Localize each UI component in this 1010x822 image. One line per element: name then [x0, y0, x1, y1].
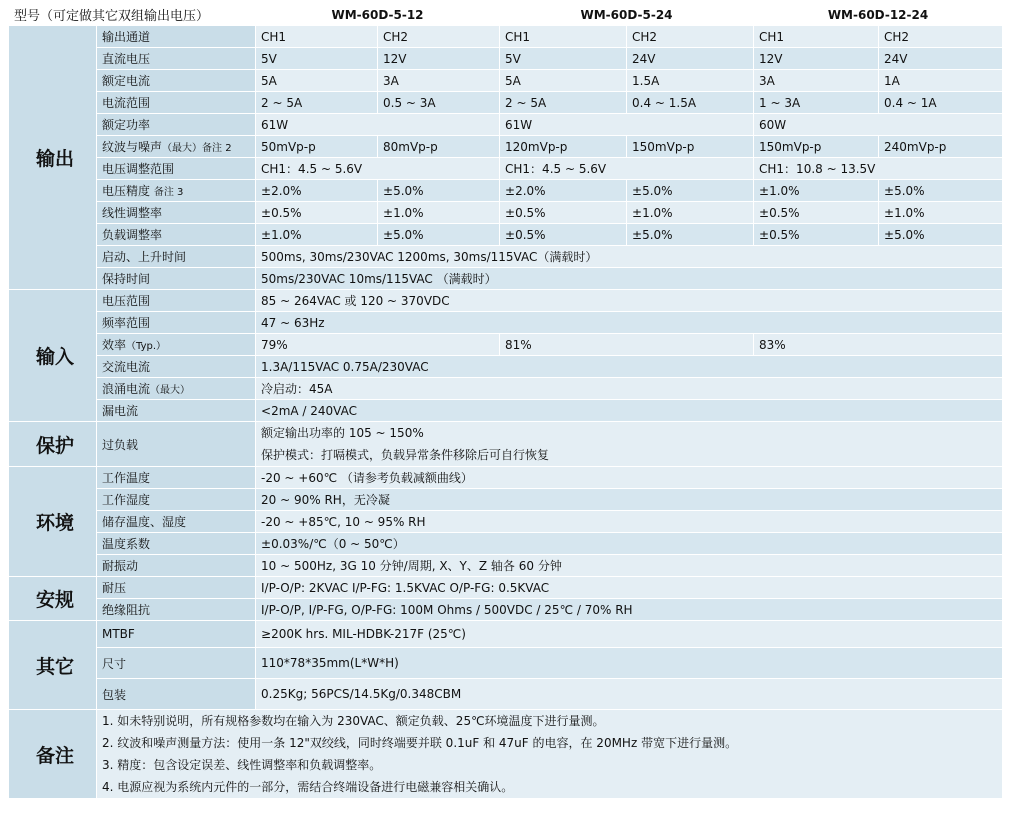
cell: ±5.0% — [378, 180, 500, 202]
cell: 1A — [879, 70, 1003, 92]
cell: ±1.0% — [754, 180, 879, 202]
cell: ±5.0% — [627, 224, 754, 246]
row-label: 线性调整率 — [97, 202, 256, 224]
efficiency-row — [9, 334, 1003, 356]
cell: 150mVp-p — [754, 136, 879, 158]
cell: 冷启动：45A — [256, 378, 1003, 400]
row-label: 电压调整范围 — [97, 158, 256, 180]
cell: ±2.0% — [500, 180, 627, 202]
cell: 2 ~ 5A — [256, 92, 378, 114]
storage-row — [9, 511, 1003, 533]
row-label — [97, 334, 256, 356]
row-label: 耐振动 — [97, 555, 256, 577]
cell: CH2 — [879, 26, 1003, 48]
cell: CH1 — [256, 26, 378, 48]
work-temp-row — [9, 467, 1003, 489]
cell: 1.5A — [627, 70, 754, 92]
cell: CH1：4.5 ~ 5.6V — [256, 158, 500, 180]
inrush-row — [9, 378, 1003, 400]
load-regulation-row — [9, 224, 1003, 246]
input-voltage-row — [9, 290, 1003, 312]
cell: 5A — [500, 70, 627, 92]
cell: 83% — [754, 334, 1003, 356]
cell: 5V — [256, 48, 378, 70]
rated-power-row — [9, 114, 1003, 136]
row-label: 漏电流 — [97, 400, 256, 422]
notes-cell — [97, 710, 1003, 799]
model-header-label: 型号（可定做其它双组输出电压） — [9, 4, 256, 26]
spec-table — [8, 3, 1003, 799]
row-label-note: （最大）备注 2 — [162, 143, 232, 154]
adjust-range-row — [9, 158, 1003, 180]
category-others: 其它 — [9, 621, 97, 710]
overload-line-2: 保护模式：打嗝模式，负载异常条件移除后可自行恢复 — [261, 448, 550, 462]
cell: 60W — [754, 114, 1003, 136]
cell: 47 ~ 63Hz — [256, 312, 1003, 334]
leakage-row — [9, 400, 1003, 422]
cell: ≥200K hrs. MIL-HDBK-217F (25℃) — [256, 621, 1003, 648]
row-label: 电流范围 — [97, 92, 256, 114]
cell: CH2 — [378, 26, 500, 48]
cell: ±0.5% — [754, 224, 879, 246]
category-output: 输出 — [9, 26, 97, 290]
cell: 85 ~ 264VAC 或 120 ~ 370VDC — [256, 290, 1003, 312]
cell: ±0.5% — [500, 202, 627, 224]
row-label-text: 电压精度 — [102, 184, 151, 198]
cell: ±5.0% — [378, 224, 500, 246]
cell: ±0.5% — [256, 202, 378, 224]
row-label-text: 效率 — [102, 338, 127, 352]
isolation-row — [9, 599, 1003, 621]
cell: ±5.0% — [627, 180, 754, 202]
cell: 0.5 ~ 3A — [378, 92, 500, 114]
row-label: 工作湿度 — [97, 489, 256, 511]
cell: I/P-O/P, I/P-FG, O/P-FG: 100M Ohms / 500VDC / 25℃ / 70% RH — [256, 599, 1003, 621]
cell: 10 ~ 500Hz, 3G 10 分钟/周期, X、Y、Z 轴各 60 分钟 — [256, 555, 1003, 577]
cell: 120mVp-p — [500, 136, 627, 158]
vibration-row — [9, 555, 1003, 577]
cell: 1 ~ 3A — [754, 92, 879, 114]
cell: <2mA / 240VAC — [256, 400, 1003, 422]
header-row — [9, 4, 1003, 26]
row-label: 工作温度 — [97, 467, 256, 489]
package-row — [9, 679, 1003, 710]
row-label — [97, 180, 256, 202]
cell: ±0.5% — [500, 224, 627, 246]
temp-coeff-row — [9, 533, 1003, 555]
note-item: 3. 精度：包含设定误差、线性调整率和负载调整率。 — [102, 758, 382, 772]
cell — [256, 422, 1003, 467]
row-label-text: 浪涌电流 — [102, 382, 151, 396]
category-notes: 备注 — [9, 710, 97, 799]
cell: CH1：10.8 ~ 13.5V — [754, 158, 1003, 180]
cell: 50mVp-p — [256, 136, 378, 158]
rise-time-row — [9, 246, 1003, 268]
row-label-note: （最大） — [150, 385, 191, 396]
cell: 5A — [256, 70, 378, 92]
note-item: 2. 纹波和噪声测量方法：使用一条 12"双绞线，同时终端要并联 0.1uF 和 47uF 的电容，在 20MHz 带宽下进行量测。 — [102, 736, 738, 750]
cell: ±1.0% — [378, 202, 500, 224]
row-label: 绝缘阻抗 — [97, 599, 256, 621]
cell: 2 ~ 5A — [500, 92, 627, 114]
hold-time-row — [9, 268, 1003, 290]
size-row — [9, 648, 1003, 679]
cell: 61W — [500, 114, 754, 136]
cell: 0.4 ~ 1.5A — [627, 92, 754, 114]
row-label: 包装 — [97, 679, 256, 710]
overload-row — [9, 422, 1003, 467]
cell: CH1 — [754, 26, 879, 48]
frequency-row — [9, 312, 1003, 334]
ac-current-row — [9, 356, 1003, 378]
category-safety: 安规 — [9, 577, 97, 621]
dc-voltage-row — [9, 48, 1003, 70]
cell: CH1 — [500, 26, 627, 48]
cell: ±5.0% — [879, 180, 1003, 202]
row-label: MTBF — [97, 621, 256, 648]
withstand-row — [9, 577, 1003, 599]
cell: 50ms/230VAC 10ms/115VAC （满载时） — [256, 268, 1003, 290]
overload-line-1: 额定输出功率的 105 ~ 150% — [261, 426, 424, 440]
cell: ±1.0% — [627, 202, 754, 224]
rated-current-row — [9, 70, 1003, 92]
row-label-text: 纹波与噪声 — [102, 140, 163, 154]
cell: 150mVp-p — [627, 136, 754, 158]
cell: 20 ~ 90% RH，无冷凝 — [256, 489, 1003, 511]
row-label: 启动、上升时间 — [97, 246, 256, 268]
cell: 0.4 ~ 1A — [879, 92, 1003, 114]
cell: 3A — [754, 70, 879, 92]
cell: 3A — [378, 70, 500, 92]
cell: ±1.0% — [879, 202, 1003, 224]
cell: ±1.0% — [256, 224, 378, 246]
row-label: 额定功率 — [97, 114, 256, 136]
row-label — [97, 136, 256, 158]
cell: ±5.0% — [879, 224, 1003, 246]
current-range-row — [9, 92, 1003, 114]
row-label: 电压范围 — [97, 290, 256, 312]
row-label: 输出通道 — [97, 26, 256, 48]
cell: ±0.5% — [754, 202, 879, 224]
cell: ±0.03%/℃（0 ~ 50℃） — [256, 533, 1003, 555]
row-label: 尺寸 — [97, 648, 256, 679]
model-3: WM-60D-12-24 — [754, 4, 1003, 26]
notes-row — [9, 710, 1003, 799]
category-environment: 环境 — [9, 467, 97, 577]
row-label: 温度系数 — [97, 533, 256, 555]
cell: 0.25Kg; 56PCS/14.5Kg/0.348CBM — [256, 679, 1003, 710]
cell: 110*78*35mm(L*W*H) — [256, 648, 1003, 679]
row-label: 频率范围 — [97, 312, 256, 334]
cell: 81% — [500, 334, 754, 356]
cell: 5V — [500, 48, 627, 70]
ripple-row — [9, 136, 1003, 158]
cell: CH1：4.5 ~ 5.6V — [500, 158, 754, 180]
cell: 80mVp-p — [378, 136, 500, 158]
model-2: WM-60D-5-24 — [500, 4, 754, 26]
cell: 79% — [256, 334, 500, 356]
cell: 12V — [754, 48, 879, 70]
row-label: 直流电压 — [97, 48, 256, 70]
row-label: 储存温度、湿度 — [97, 511, 256, 533]
category-input: 输入 — [9, 290, 97, 422]
cell: 12V — [378, 48, 500, 70]
row-label — [97, 378, 256, 400]
mtbf-row — [9, 621, 1003, 648]
output-channel-row — [9, 26, 1003, 48]
model-1: WM-60D-5-12 — [256, 4, 500, 26]
cell: 240mVp-p — [879, 136, 1003, 158]
row-label: 耐压 — [97, 577, 256, 599]
cell: I/P-O/P: 2KVAC I/P-FG: 1.5KVAC O/P-FG: 0.5KVAC — [256, 577, 1003, 599]
row-label-note: （Typ.） — [126, 341, 167, 352]
cell: -20 ~ +60℃ （请参考负载减额曲线） — [256, 467, 1003, 489]
row-label: 负载调整率 — [97, 224, 256, 246]
cell: -20 ~ +85℃, 10 ~ 95% RH — [256, 511, 1003, 533]
line-regulation-row — [9, 202, 1003, 224]
cell: 1.3A/115VAC 0.75A/230VAC — [256, 356, 1003, 378]
work-humidity-row — [9, 489, 1003, 511]
row-label: 交流电流 — [97, 356, 256, 378]
cell: 61W — [256, 114, 500, 136]
row-label: 保持时间 — [97, 268, 256, 290]
row-label: 额定电流 — [97, 70, 256, 92]
row-label: 过负载 — [97, 422, 256, 467]
note-item: 4. 电源应视为系统内元件的一部分，需结合终端设备进行电磁兼容相关确认。 — [102, 780, 514, 794]
cell: CH2 — [627, 26, 754, 48]
cell: 24V — [627, 48, 754, 70]
cell: 500ms, 30ms/230VAC 1200ms, 30ms/115VAC（满载时） — [256, 246, 1003, 268]
category-protection: 保护 — [9, 422, 97, 467]
cell: 24V — [879, 48, 1003, 70]
cell: ±2.0% — [256, 180, 378, 202]
row-label-note: 备注 3 — [153, 187, 184, 198]
note-item: 1. 如未特别说明，所有规格参数均在输入为 230VAC、额定负载、25℃环境温度下进行量测。 — [102, 714, 605, 728]
voltage-accuracy-row — [9, 180, 1003, 202]
